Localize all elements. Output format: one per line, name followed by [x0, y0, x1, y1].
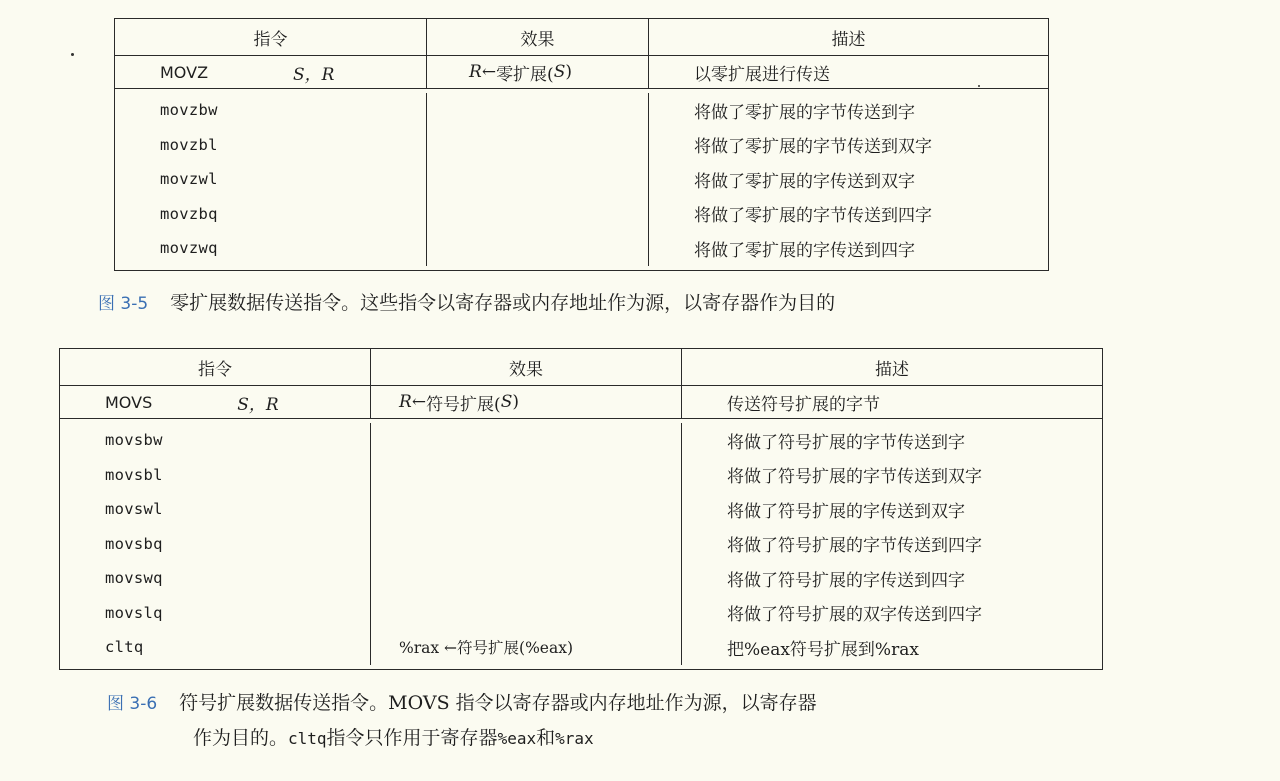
description-cell: 将做了符号扩展的字传送到四字	[727, 570, 965, 591]
description-cell: 将做了符号扩展的双字传送到四字	[727, 605, 982, 626]
description-cell: 将做了零扩展的字节传送到双字	[694, 137, 932, 158]
effect-close: )	[512, 392, 519, 412]
effect-arrow: ←	[481, 62, 497, 82]
operands: S，R	[293, 64, 335, 85]
table-row	[115, 162, 1048, 197]
summary-effect	[427, 56, 649, 88]
caption-code: %rax	[555, 729, 594, 748]
description-cell: 将做了零扩展的字传送到双字	[694, 171, 915, 192]
table-body	[60, 423, 1102, 665]
summary-instruction	[60, 386, 371, 418]
header-description: 描述	[875, 359, 909, 380]
effect-src: S	[553, 62, 566, 82]
effect-arrow: ←	[411, 392, 427, 412]
zero-extension-table	[114, 18, 1049, 271]
table-row	[115, 197, 1048, 232]
effect-cell	[427, 162, 649, 197]
operands: S，R	[237, 394, 279, 415]
scan-speck	[71, 53, 74, 56]
description-cell: 将做了符号扩展的字节传送到字	[727, 432, 965, 453]
instruction-cell: movzwq	[115, 231, 427, 266]
table-row	[60, 561, 1102, 596]
effect-src: S	[500, 392, 513, 412]
effect-cell	[427, 128, 649, 163]
effect-cell	[371, 527, 682, 562]
caption-text: 作为目的。	[193, 727, 289, 749]
figure-caption-3-5	[98, 286, 835, 321]
table-row	[60, 423, 1102, 458]
instruction-cell: cltq	[60, 630, 371, 665]
effect-dest: R	[469, 62, 482, 82]
effect-cell	[427, 231, 649, 266]
table-row	[60, 596, 1102, 631]
summary-instruction	[115, 56, 427, 88]
effect-cell	[371, 423, 682, 458]
header-effect: 效果	[427, 19, 649, 55]
effect-dest: R	[399, 392, 412, 412]
header-instruction: 指令	[115, 19, 427, 55]
instruction-cell: movswq	[60, 561, 371, 596]
effect-op: 符号扩展(	[426, 394, 501, 415]
effect-close: )	[565, 62, 572, 82]
description-cell: 将做了零扩展的字节传送到四字	[694, 206, 932, 227]
effect-cell	[371, 561, 682, 596]
caption-code: %eax	[497, 729, 537, 748]
caption-text: 零扩展数据传送指令。这些指令以寄存器或内存地址作为源，以寄存器作为目的	[170, 292, 836, 314]
table-row	[115, 93, 1048, 128]
description-cell: 将做了零扩展的字传送到四字	[694, 240, 915, 261]
instruction-cell: movsbw	[60, 423, 371, 458]
instruction-cell: movsbl	[60, 458, 371, 493]
effect-cell: %rax ←符号扩展(%eax)	[371, 630, 682, 665]
summary-description: 传送符号扩展的字节	[727, 394, 880, 415]
table-row	[60, 492, 1102, 527]
instruction-cell: movzwl	[115, 162, 427, 197]
caption-line-1: 符号扩展数据传送指令。MOVS 指令以寄存器或内存地址作为源，以寄存器	[179, 692, 817, 714]
effect-cell	[371, 458, 682, 493]
effect-cell	[427, 93, 649, 128]
table-header-row	[60, 349, 1102, 386]
table-row	[60, 527, 1102, 562]
description-cell: 将做了符号扩展的字节传送到双字	[727, 467, 982, 488]
table-row	[115, 231, 1048, 266]
instruction-cell: movslq	[60, 596, 371, 631]
caption-text: 指令只作用于寄存器	[326, 727, 498, 749]
description-cell: 将做了符号扩展的字传送到双字	[727, 501, 965, 522]
caption-line-2	[107, 721, 817, 756]
figure-number: 图 3-5	[98, 294, 149, 314]
header-effect: 效果	[371, 349, 682, 385]
description-cell: 将做了零扩展的字节传送到字	[694, 102, 915, 123]
table-row	[115, 128, 1048, 163]
figure-caption-3-6	[107, 686, 817, 756]
figure-number: 图 3-6	[107, 694, 158, 714]
header-instruction: 指令	[60, 349, 371, 385]
header-description: 描述	[831, 29, 866, 50]
description-cell: 把%eax符号扩展到%rax	[727, 639, 919, 660]
instruction-class: MOVZ	[160, 62, 209, 82]
table-row	[60, 458, 1102, 493]
instruction-cell: movzbw	[115, 93, 427, 128]
instruction-cell: movzbq	[115, 197, 427, 232]
instruction-class: MOVS	[105, 392, 153, 412]
table-row	[60, 630, 1102, 665]
summary-row	[115, 56, 1048, 89]
instruction-cell: movswl	[60, 492, 371, 527]
summary-row	[60, 386, 1102, 419]
instruction-cell: movzbl	[115, 128, 427, 163]
effect-cell	[371, 596, 682, 631]
sign-extension-table	[59, 348, 1103, 670]
table-body	[115, 93, 1048, 266]
effect-cell	[371, 492, 682, 527]
caption-text: 和	[536, 727, 556, 749]
effect-op: 零扩展(	[496, 64, 554, 85]
effect-cell	[427, 197, 649, 232]
table-header-row	[115, 19, 1048, 56]
description-cell: 将做了符号扩展的字节传送到四字	[727, 536, 982, 557]
summary-effect	[371, 386, 682, 418]
summary-description: 以零扩展进行传送	[694, 64, 830, 85]
caption-code: cltq	[288, 729, 327, 748]
instruction-cell: movsbq	[60, 527, 371, 562]
